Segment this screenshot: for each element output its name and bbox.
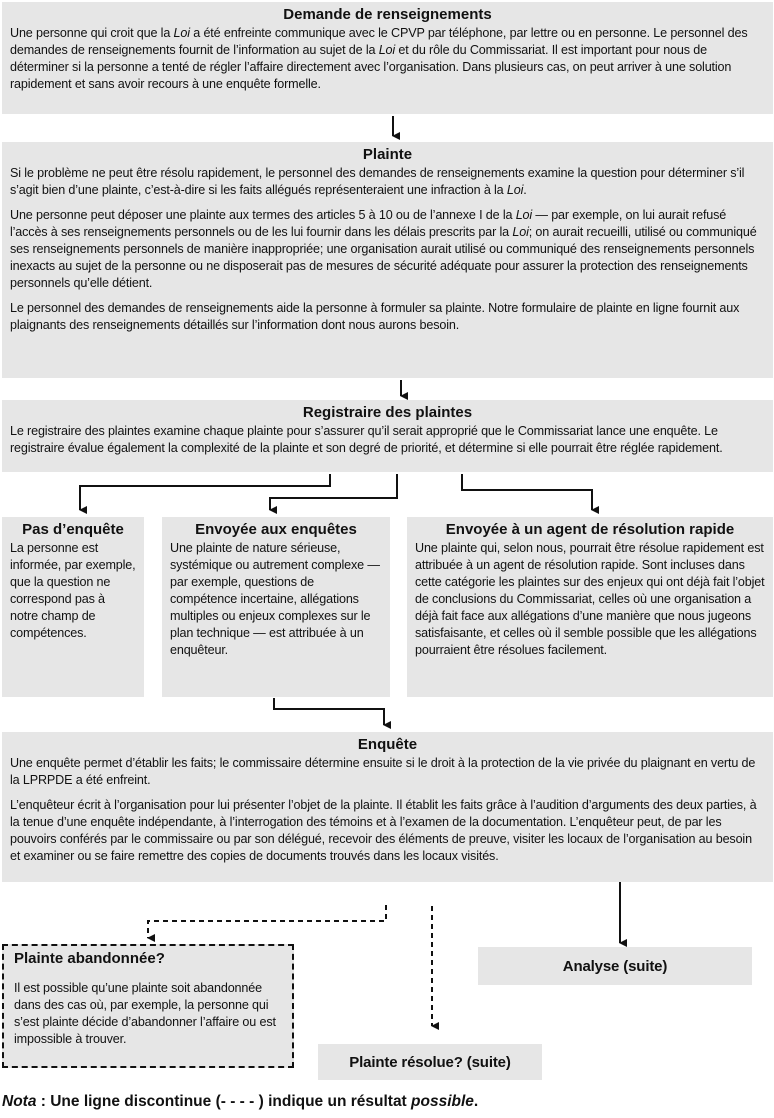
envoyee-enquetes-title: Envoyée aux enquêtes: [195, 521, 357, 538]
arrow-registraire-agent: [462, 474, 592, 510]
abandonnee-text: Il est possible qu’une plainte soit abandonnée dans des cas où, par exemple, la personne qui s’est plainte décide d’abandonner l’affaire ou est impossible à trouver.: [14, 981, 276, 1046]
envoyee-agent-title: Envoyée à un agent de résolution rapide: [445, 521, 735, 538]
demande-box: [2, 2, 773, 114]
plainte-text-2: Une personne peut déposer une plainte aux termes des articles 5 à 10 ou de l’annexe I de la Loi — par exemple, on lui aurait refusé l’accès à ses renseignements personnels ou de les lui fournir dans les délais prescrits par la Loi; on aurait recueilli, utilisé ou communiqué ses renseignements personnels de manière inappropriée; une organisation aurait utilisé ou communiqué des renseignements personnels inexacts au sujet de la personne ou ne disposerait pas de mesures de sécurité adéquate pour assurer la protection des renseignements personnels qu’elle détient.: [10, 208, 757, 290]
arrow-registraire-enquetes: [270, 474, 397, 510]
resolue-label: Plainte résolue? (suite): [349, 1053, 511, 1071]
plainte-text-1: Si le problème ne peut être résolu rapidement, le personnel des demandes de renseignements examine la question pour déterminer s’il s’agit bien d’une plainte, c’est-à-dire si les faits allégués représenteraient une infraction à la Loi.: [10, 166, 745, 197]
registraire-title: Registraire des plaintes: [302, 404, 473, 421]
arrow-enquetes-enquete: [274, 698, 384, 725]
envoyee-enquetes-text: Une plainte de nature sérieuse, systémique ou autrement complexe — par exemple, questions de compétence incertaine, allégations multiples ou enjeux complexes sur le plan technique — est attribuée à un enquêteur.: [170, 541, 380, 657]
envoyee-agent-box: [407, 517, 773, 697]
analyse-label: Analyse (suite): [562, 957, 668, 975]
plainte-text-3: Le personnel des demandes de renseignements aide la personne à formuler sa plainte. Notre formulaire de plainte en ligne fournit aux plaignants des renseignements détaillés sur l’information dont nous aurons besoin.: [10, 301, 740, 332]
analyse-box: [478, 947, 752, 985]
demande-title: Demande de renseignements: [283, 6, 492, 23]
enquete-box: [2, 732, 773, 882]
arrow-registraire-pas-enquete: [80, 474, 330, 510]
abandonnee-box: [2, 944, 294, 1068]
plainte-title: Plainte: [362, 146, 413, 163]
enquete-text-1: Une enquête permet d’établir les faits; le commissaire détermine ensuite si le droit à la protection de la vie privée du plaignant en vertu de la LPRPDE a été enfreint.: [10, 756, 756, 787]
registraire-text: Le registraire des plaintes examine chaque plainte pour s’assurer qu’il serait approprié que le Commissariat lance une enquête. Le registraire évalue également la complexité de la plainte et son degré de priorité, et détermine si elle pourrait être réglée rapidement.: [10, 424, 723, 455]
footnote: Nota : Une ligne discontinue (- - - - ) indique un résultat possible.: [2, 1093, 479, 1110]
dashed-arrow-enquete-abandonnee: [148, 905, 386, 938]
pas-enquete-box: [2, 517, 144, 697]
envoyee-enquetes-box: [162, 517, 390, 697]
enquete-title: Enquête: [357, 736, 418, 753]
registraire-box: [2, 400, 773, 472]
pas-enquete-title: Pas d’enquête: [22, 521, 124, 538]
demande-text: Une personne qui croit que la Loi a été enfreinte communique avec le CPVP par téléphone, par lettre ou en personne. Le personnel des demandes de renseignements fournit de l’information au sujet de la Loi et du rôle du Commissariat. Il est important pour nous de déterminer si la personne a tenté de régler l’affaire directement avec l’organisation. Dans plusieurs cas, on peut arriver à une solution rapidement et sans avoir recours à une enquête formelle.: [10, 26, 748, 91]
plainte-box: [2, 142, 773, 378]
resolue-box: [318, 1044, 542, 1080]
envoyee-agent-text: Une plainte qui, selon nous, pourrait être résolue rapidement est attribuée à un agent de résolution rapide. Sont incluses dans cette catégorie les plaintes sur des enjeux qui ont déjà fait l’objet de conclusions du Commissariat, celles où une organisation a déjà fait face aux allégations d’une manière que nous jugeons satisfaisante, et celles où il semble possible que les allégations pourraient être résolues facilement.: [415, 541, 765, 657]
pas-enquete-text: La personne est informée, par exemple, que la question ne correspond pas à notre champ de compétences.: [10, 541, 136, 640]
enquete-text-2: L’enquêteur écrit à l’organisation pour lui présenter l’objet de la plainte. Il établit les faits grâce à l’audition d’arguments des deux parties, à la tenue d’une enquête indépendante, à l’interrogation des témoins et à l’examen de la documentation. L’enquêteur peut, de par les pouvoirs conférés par le commissaire ou par son délégué, recevoir des éléments de preuve, visiter les locaux de l’organisation au besoin et examiner ou se faire remettre des copies de documents trouvés dans les locaux visités.: [10, 798, 757, 863]
abandonnee-title: Plainte abandonnée?: [14, 950, 165, 967]
